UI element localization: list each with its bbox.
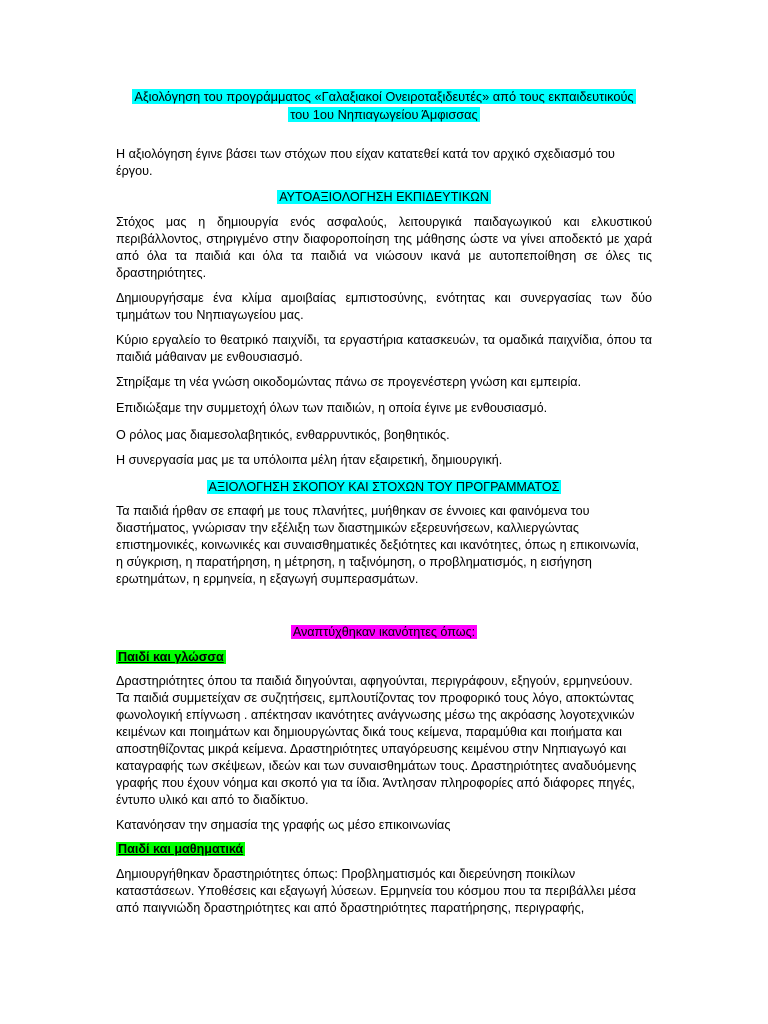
paragraph-writing-communication: Κατανόησαν την σημασία της γραφής ως μέσο επικοινωνίας (116, 818, 451, 832)
subheading-child-and-language-text: Παιδί και γλώσσα (118, 650, 224, 664)
section-heading-self-evaluation (116, 189, 652, 206)
paragraph-language-activities: Δραστηριότητες όπου τα παιδιά διηγούνται, αφηγούνται, περιγράφουν, εξηγούν, ερμηνεύουν. Τα παιδιά συμμετείχαν σε συζητήσεις, εμπλουτίζοντας τον προφορικό τους λόγο, αποκτώντας φωνολογική επίγνωση . απέκτησαν ικανότητες ανάγνωσης μέσω της ακρόασης λογοτεχνικών κειμένων και ποιημάτων και δημιουργώντας δικά τους κείμενα, παραμύθια και ποιήματα και αποστηθίζοντας μικρά κείμενα. Δραστηριότητες υπαγόρευσης κειμένου στην Νηπιαγωγό και καταγραφής των σκέψεων, ιδεών και των συναισθημάτων τους. Δραστηριότητες αναδυόμενης γραφής που έχουν νόημα και σκοπό για τα ίδια. Άντλησαν πληροφορίες από διάφορες πηγές, έντυπο υλικό και από το διαδίκτυο. (116, 674, 637, 807)
section-heading-program-evaluation (116, 479, 652, 496)
subheading-child-and-math-text: Παιδί και μαθηματικά (118, 842, 244, 856)
paragraph-program-outcomes: Τα παιδιά ήρθαν σε επαφή με τους πλανήτες, μυήθηκαν σε έννοιες και φαινόμενα του διαστήματος, γνώρισαν την εξέλιξη των διαστημικών εξερευνήσεων, καλλιεργώντας επιστημονικές, κοινωνικές και συναισθηματικές δεξιότητες και ικανότητες, όπως η επικοινωνία, η σύγκριση, η παρατήρηση, η μέτρηση, η ταξινόμηση, ο προβληματισμός, η εισήγηση ερωτημάτων, η ερμηνεία, η εξαγωγή συμπερασμάτων. (116, 504, 640, 586)
paragraph-participation: Επιδιώξαμε την συμμετοχή όλων των παιδιών, η οποία έγινε με ενθουσιασμό. (116, 401, 548, 415)
title-line-2: του 1ου Νηπιαγωγείου Άμφισσας (290, 107, 478, 122)
paragraph-new-knowledge: Στηρίξαμε τη νέα γνώση οικοδομώντας πάνω σε προγενέστερη γνώση και εμπειρία. (116, 375, 582, 389)
paragraph-main-tool: Κύριο εργαλείο το θεατρικό παιχνίδι, τα εργαστήρια κατασκευών, τα ομαδικά παιχνίδια, όπου τα παιδιά μάθαιναν με ενθουσιασμό. (116, 333, 652, 364)
paragraph-cooperation: Η συνεργασία μας με τα υπόλοιπα μέλη ήταν εξαιρετική, δημιουργική. (116, 453, 503, 467)
paragraph-role: Ο ρόλος μας διαμεσολαβητικός, ενθαρρυντικός, βοηθητικός. (116, 428, 450, 442)
paragraph-climate: Δημιουργήσαμε ένα κλίμα αμοιβαίας εμπιστοσύνης, ενότητας και συνεργασίας των δύο τμημάτων του Νηπιαγωγείου μας. (116, 291, 652, 322)
title-line-1: Αξιολόγηση του προγράμματος «Γαλαξιακοί Ονειροταξιδευτές» από τους εκπαιδευτικούς (134, 89, 634, 104)
paragraph-math-activities: Δημιουργήθηκαν δραστηριότητες όπως: Προβληματισμός και διερεύνηση ποικίλων καταστάσεων. Υποθέσεις και εξαγωγή λύσεων. Ερμηνεία του κόσμου που τα περιβάλλει μέσα από παιγνιώδη δραστηριότητες και από δραστηριότητες παρατήρησης, περιγραφής, (116, 867, 636, 915)
paragraph-goal: Στόχος μας η δημιουργία ενός ασφαλούς, λειτουργικά παιδαγωγικού και ελκυστικού περιβάλλοντος, στηριγμένο στην διαφοροποίηση της μάθησης ώστε να γίνει αποδεκτό με χαρά από όλα τα παιδιά και όλα τα παιδιά να νιώσουν ικανά με αυτοπεποίθηση σε όλες τις δραστηριότητες. (116, 215, 652, 280)
section-heading-self-evaluation-text: ΑΥΤΟΑΞΙΟΛΟΓΗΣΗ ΕΚΠΙΔΕΥΤΙΚΩΝ (279, 190, 489, 204)
section-heading-program-evaluation-text: ΑΞΙΟΛΟΓΗΣΗ ΣΚΟΠΟΥ ΚΑΙ ΣΤΟΧΩΝ ΤΟΥ ΠΡΟΓΡΑΜΜΑΤΟΣ (208, 480, 560, 494)
section-heading-skills (116, 624, 652, 641)
section-heading-skills-text: Αναπτύχθηκαν ικανότητες όπως: (292, 625, 476, 639)
subheading-child-and-math (116, 841, 652, 858)
subheading-child-and-language (116, 649, 652, 666)
intro-paragraph: Η αξιολόγηση έγινε βάσει των στόχων που είχαν κατατεθεί κατά τον αρχικό σχεδιασμό του έργου. (116, 147, 615, 178)
document-title (110, 88, 658, 124)
